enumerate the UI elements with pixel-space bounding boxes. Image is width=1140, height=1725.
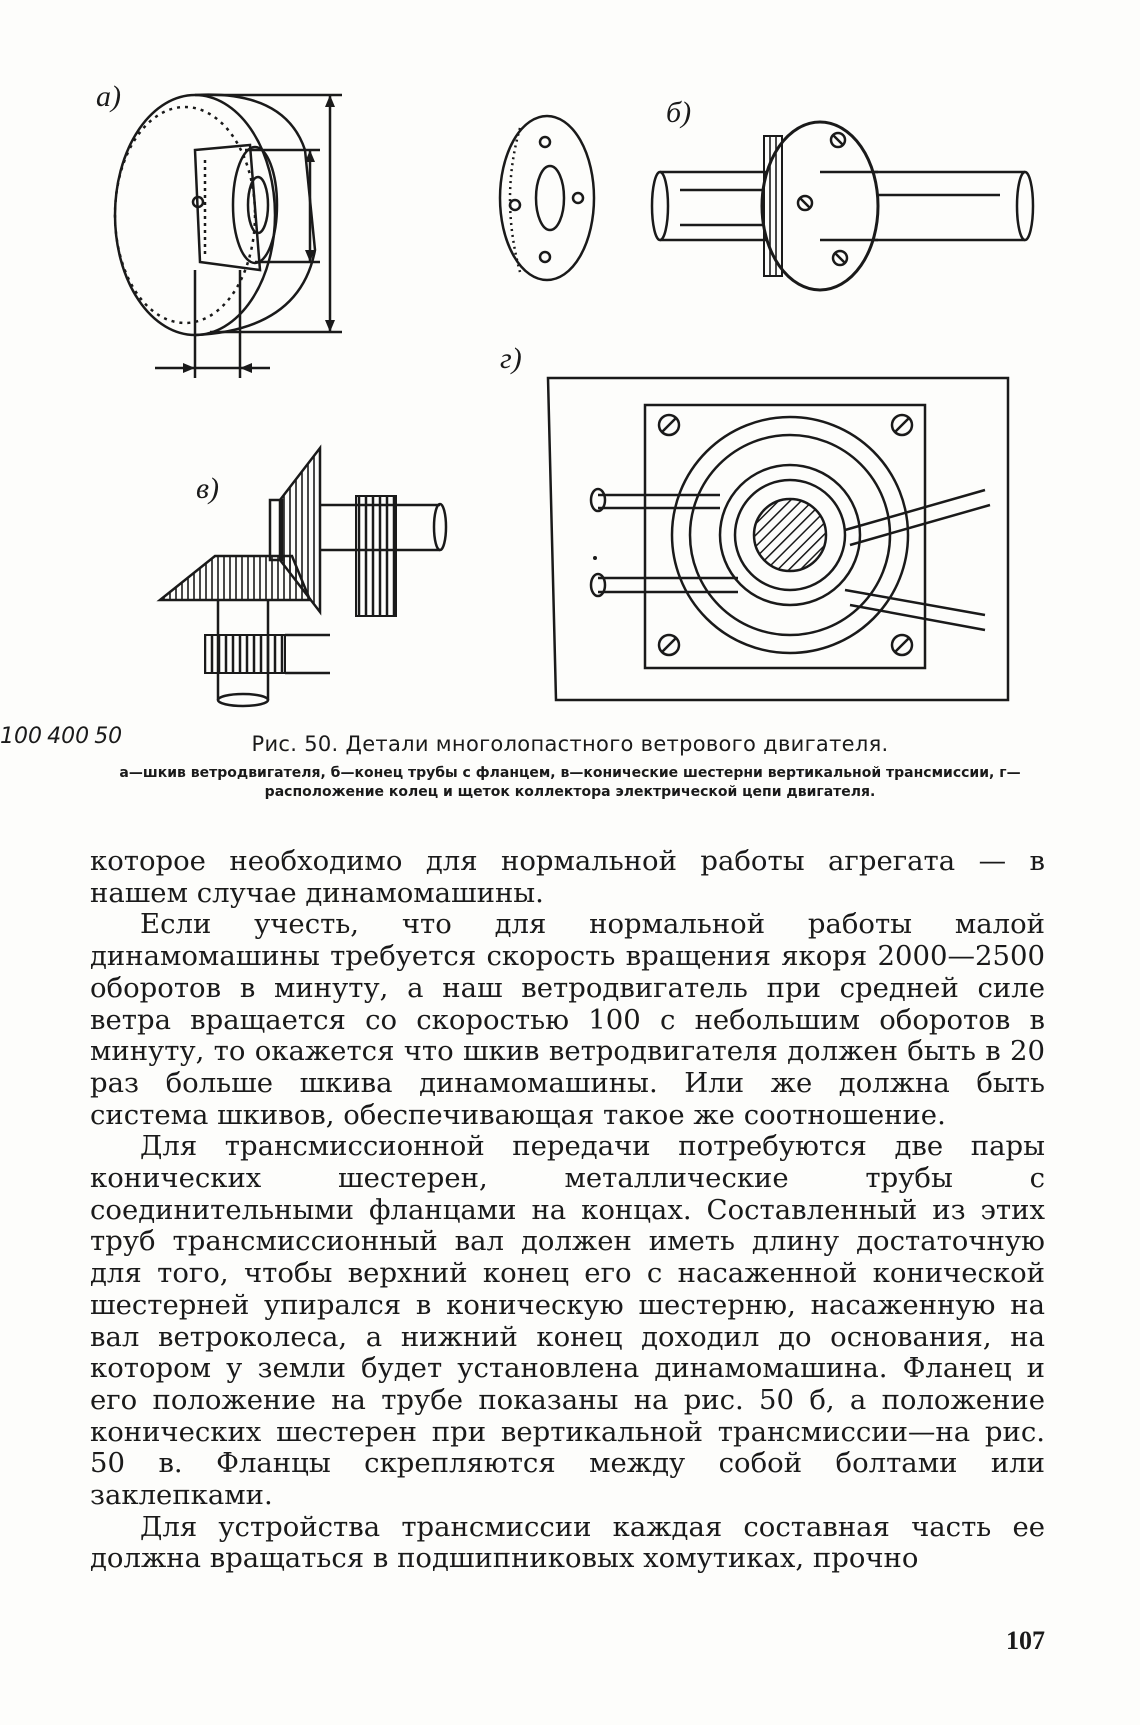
dimension-width-50: 50 <box>94 724 123 749</box>
figure-label-b: б) <box>666 96 692 129</box>
figure-label-g: г) <box>500 342 522 375</box>
paragraph-3: Для трансмиссионной передачи потребуются две пары конических шестерен, металлические трубы с соединительными фланцами на концах. Составленный из этих труб трансмиссионный вал должен иметь длину достаточную для того, чтобы верхний конец его с насаженной конической шестерней упирался в коническую шестерню, насаженную на вал ветроколеса, а нижний конец доходил до основания, на котором у земли будет установлена динамомашина. Фланец и его положение на трубе показаны на рис. 50 б, а положение конических шестерен при вертикальной трансмиссии—на рис. 50 в. Фланцы скрепляются между собой болтами или заклепками. <box>90 1130 1045 1512</box>
pipe-with-flange-drawing <box>652 122 1033 290</box>
page-number: 107 <box>1006 1626 1045 1655</box>
dimension-pulley-400: 400 <box>47 724 90 749</box>
paragraph-4: Для устройства трансмиссии каждая составная часть ее должна вращаться в подшипниковых хомутиках, прочно <box>90 1510 1045 1575</box>
collector-rings-drawing <box>548 378 1008 700</box>
caption-title: Рис. 50. Детали многолопастного ветрового двигателя. <box>251 732 889 756</box>
pulley-drawing <box>115 95 342 378</box>
body-text <box>90 846 1045 1575</box>
paragraph-1: которое необходимо для нормальной работы агрегата — в нашем случае динамомашины. <box>90 845 1045 909</box>
flange-drawing <box>500 116 594 280</box>
paragraph-2: Если учесть, что для нормальной работы малой динамомашины требуется скорость вращения якоря 2000—2500 оборотов в минуту, а наш ветродвигатель при средней силе ветра вращается со скоростью 100 с небольшим оборотов в минуту, то окажется что шкив ветродвигателя должен быть в 20 раз больше шкива динамомашины. Или же должна быть система шкивов, обеспечивающая такое же соотношение. <box>90 908 1045 1131</box>
figure-caption <box>90 732 1050 802</box>
figure-label-v: в) <box>196 472 220 505</box>
dimension-hub-100: 100 <box>0 724 42 749</box>
caption-legend: а—шкив ветродвигателя, б—конец трубы с фланцем, в—конические шестерни вертикальной трансмиссии, г—расположение колец и щеток коллектора электрической цепи двигателя. <box>119 765 1021 800</box>
figure-label-a: а) <box>96 80 121 113</box>
figure-drawing <box>0 0 1140 720</box>
